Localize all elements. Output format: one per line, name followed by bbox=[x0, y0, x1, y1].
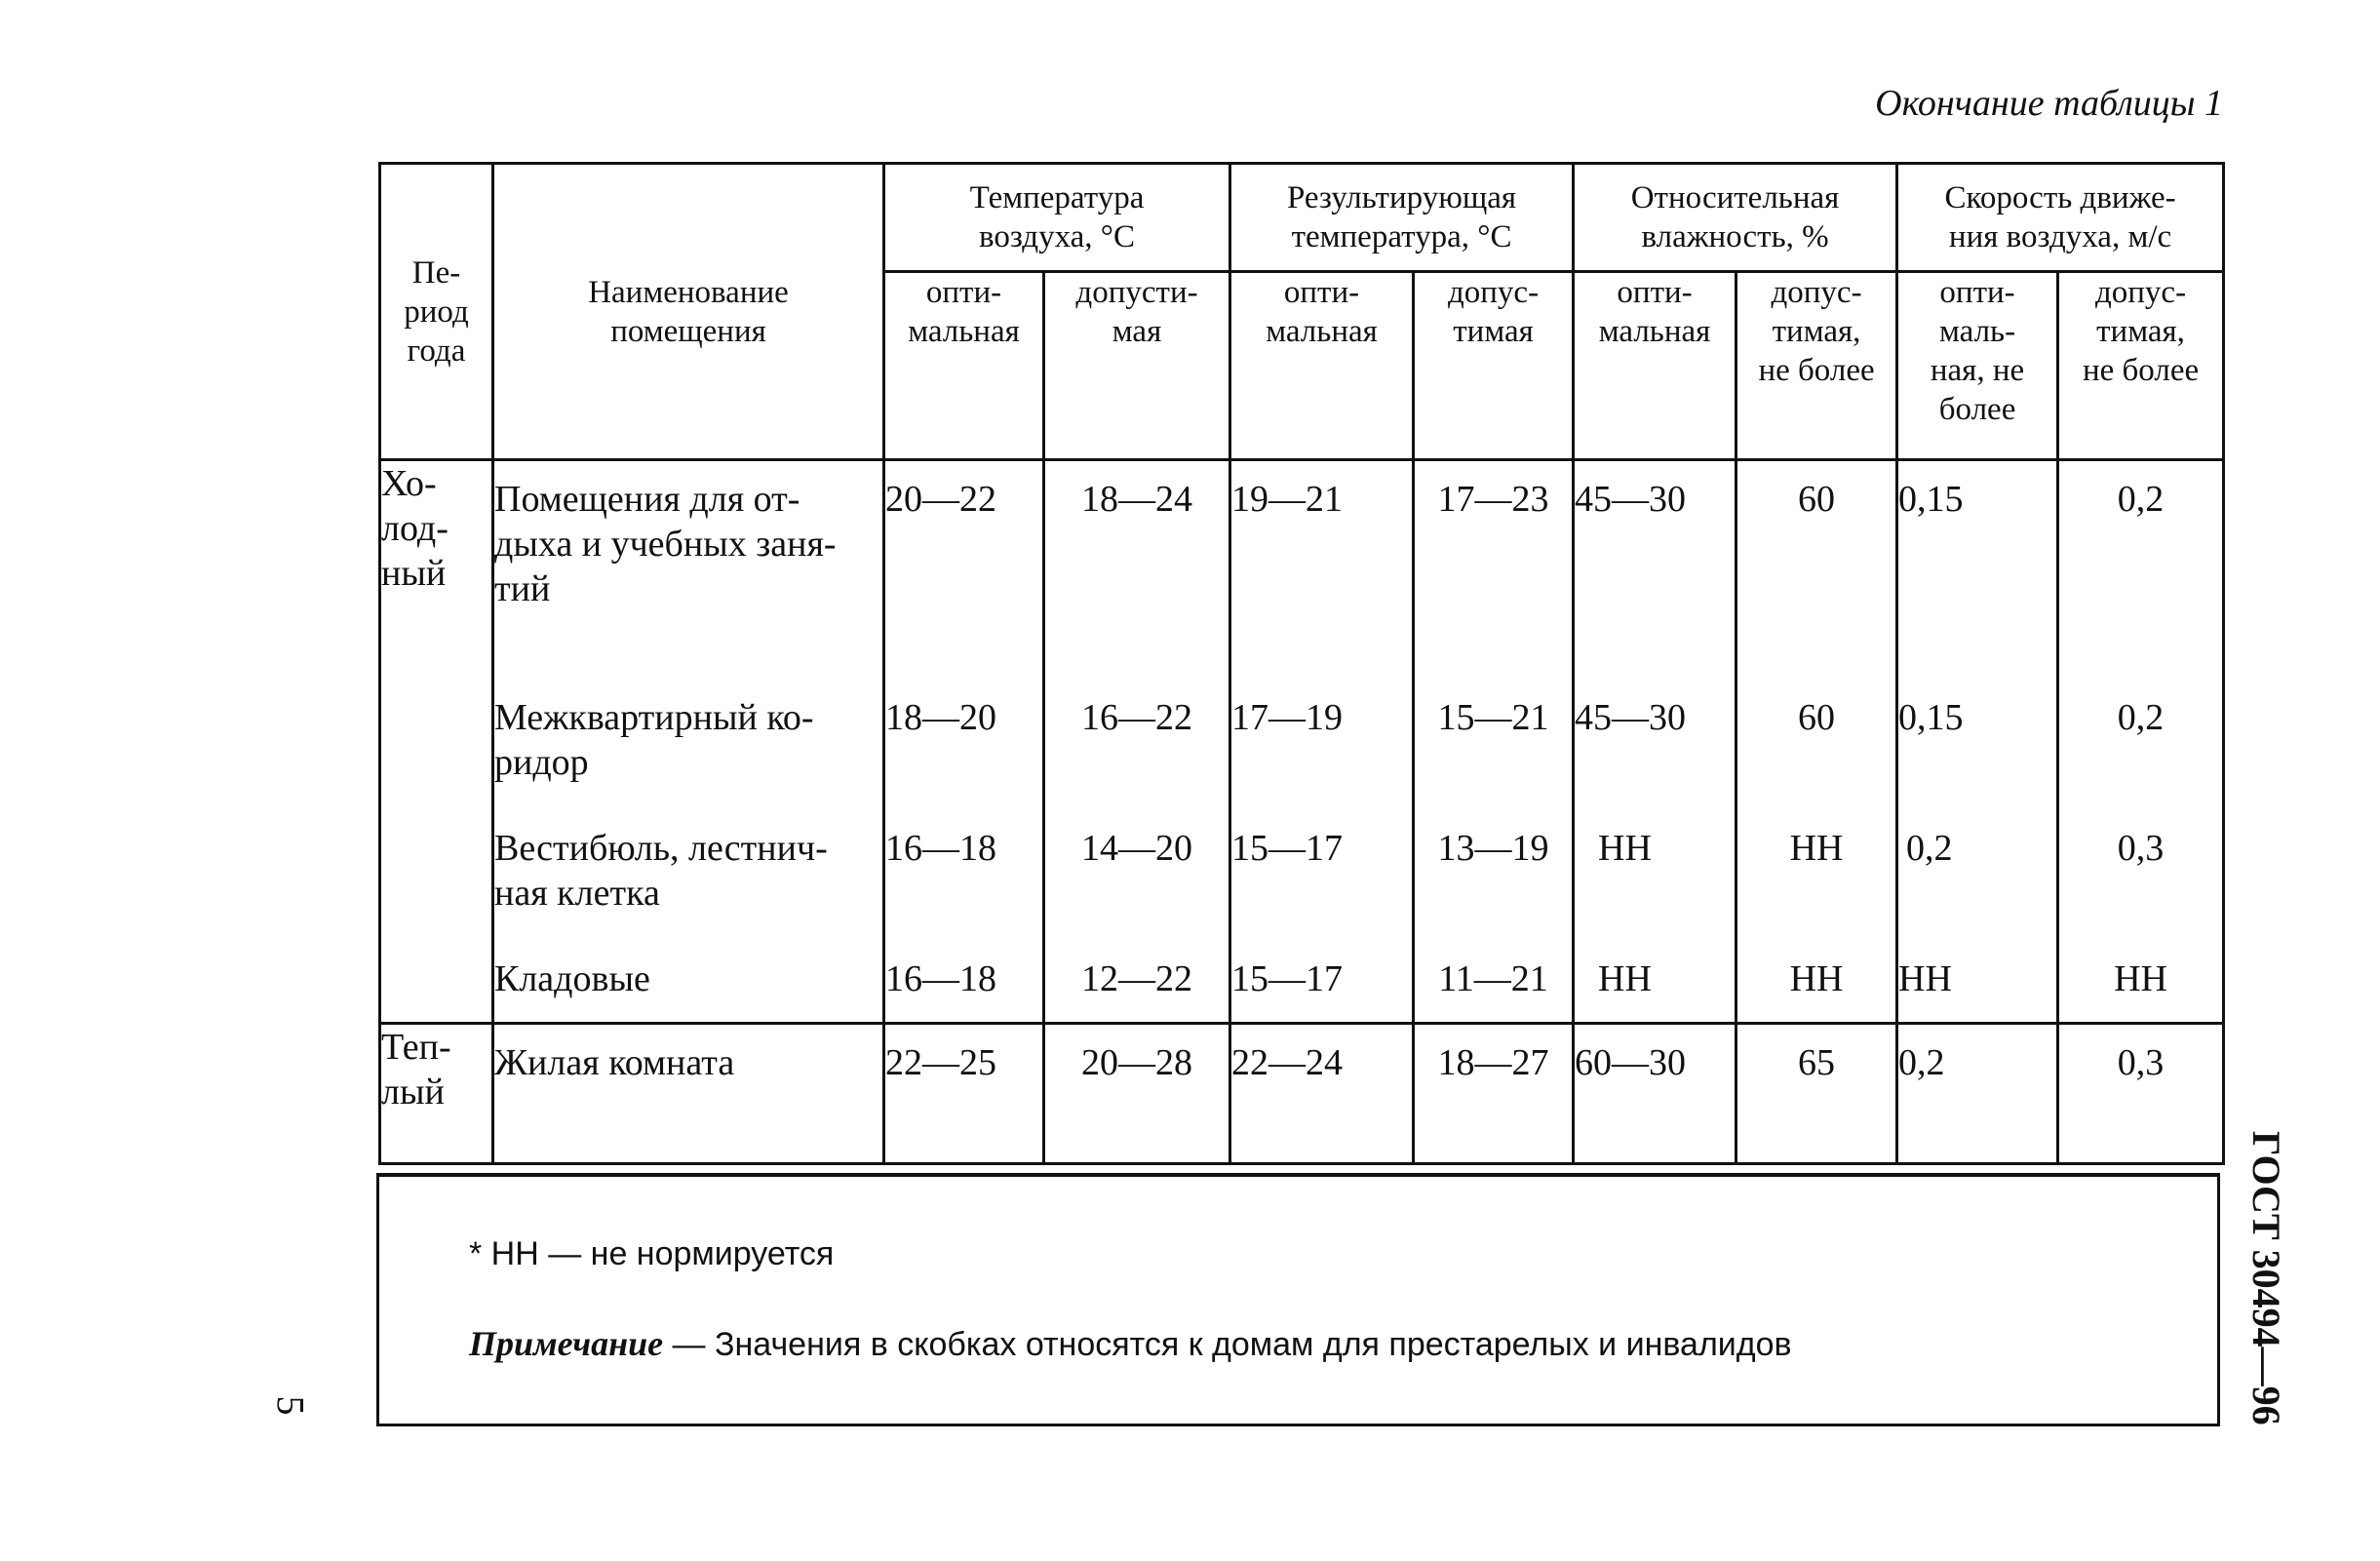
header-period: Пе- риод года bbox=[380, 164, 493, 460]
cell-value: 60 bbox=[1798, 479, 1836, 520]
cell-value: 15—17 bbox=[1231, 828, 1344, 869]
footer-notes bbox=[376, 1173, 2220, 1426]
cell-value: 16—18 bbox=[885, 958, 996, 999]
col-air-speed-optimal bbox=[1897, 460, 2058, 1024]
header-sub-permissible: допус- тимая bbox=[1414, 272, 1574, 460]
cell-value: 0,2 bbox=[1897, 1024, 2058, 1164]
cell-value: НН bbox=[1598, 828, 1652, 869]
room-name: Помещения для от- дыха и учебных заня- тий bbox=[494, 479, 837, 609]
header-relative-humidity: Относительная влажность, % bbox=[1574, 164, 1897, 272]
cell-value: 60—30 bbox=[1574, 1024, 1736, 1164]
cell-value: 20—28 bbox=[1044, 1024, 1230, 1164]
col-result-temp-permissible bbox=[1414, 460, 1574, 1024]
cell-value: 12—22 bbox=[1081, 958, 1192, 999]
period-cold: Хо- лод- ный bbox=[380, 460, 493, 1024]
col-result-temp-optimal bbox=[1230, 460, 1414, 1024]
cell-value: 18—27 bbox=[1414, 1024, 1574, 1164]
table-row-warm bbox=[380, 1024, 2224, 1164]
cell-value: НН bbox=[1789, 828, 1844, 869]
header-sub-permissible: допус- тимая, не более bbox=[2058, 272, 2224, 460]
page-number: 5 bbox=[268, 1395, 313, 1416]
header-sub-permissible: допусти- мая bbox=[1044, 272, 1230, 460]
cell-value: НН bbox=[2114, 958, 2167, 999]
cell-value: 60 bbox=[1798, 697, 1836, 738]
cell-value: 19—21 bbox=[1231, 479, 1344, 520]
cell-value: 45—30 bbox=[1575, 697, 1687, 738]
room-name: Межквартирный ко- ридор bbox=[494, 697, 814, 783]
remark bbox=[469, 1323, 1792, 1364]
header-row-groups bbox=[380, 164, 2224, 272]
header-sub-optimal: опти- мальная bbox=[1574, 272, 1736, 460]
table-caption: Окончание таблицы 1 bbox=[1875, 83, 2223, 124]
header-room-name: Наименование помещения bbox=[493, 164, 884, 460]
cell-value: 65 bbox=[1736, 1024, 1897, 1164]
room-names-cold bbox=[493, 460, 884, 1024]
header-sub-optimal: опти- маль- ная, не более bbox=[1897, 272, 2058, 460]
header-resulting-temperature: Результирующая температура, °С bbox=[1230, 164, 1574, 272]
cell-value: 0,3 bbox=[2117, 828, 2165, 869]
cell-value: НН bbox=[1598, 958, 1652, 999]
cell-value: 22—24 bbox=[1230, 1024, 1414, 1164]
cell-value: 20—22 bbox=[885, 479, 996, 520]
header-sub-permissible: допус- тимая, не более bbox=[1736, 272, 1897, 460]
cell-value: 16—18 bbox=[885, 828, 996, 869]
cell-value: 15—17 bbox=[1231, 958, 1344, 999]
cell-value: 18—24 bbox=[1081, 479, 1192, 520]
header-sub-optimal: опти- мальная bbox=[1230, 272, 1414, 460]
period-warm: Теп- лый bbox=[380, 1024, 493, 1164]
cell-value: НН bbox=[1789, 958, 1844, 999]
remark-label: Примечание bbox=[469, 1324, 664, 1363]
cell-value: 0,2 bbox=[1906, 828, 1953, 869]
room-name: Вестибюль, лестнич- ная клетка bbox=[494, 828, 828, 914]
room-name: Кладовые bbox=[494, 958, 650, 999]
cell-value: 17—23 bbox=[1437, 479, 1549, 520]
cell-value: 15—21 bbox=[1437, 697, 1549, 738]
room-name: Жилая комната bbox=[493, 1024, 884, 1164]
cell-value: 0,15 bbox=[1898, 479, 1964, 520]
cell-value: НН bbox=[1898, 958, 1952, 999]
cell-value: 13—19 bbox=[1437, 828, 1549, 869]
cell-value: 0,2 bbox=[2117, 697, 2165, 738]
cell-value: 0,15 bbox=[1898, 697, 1964, 738]
microclimate-table bbox=[378, 162, 2225, 1165]
cell-value: 16—22 bbox=[1081, 697, 1192, 738]
col-air-temp-optimal bbox=[884, 460, 1044, 1024]
cell-value: 14—20 bbox=[1081, 828, 1192, 869]
cell-value: 45—30 bbox=[1575, 479, 1687, 520]
cell-value: 11—21 bbox=[1438, 958, 1548, 999]
col-air-speed-permissible bbox=[2058, 460, 2224, 1024]
cell-value: 0,2 bbox=[2117, 479, 2165, 520]
col-humidity-optimal bbox=[1574, 460, 1736, 1024]
table-row-cold bbox=[380, 460, 2224, 1024]
col-air-temp-permissible bbox=[1044, 460, 1230, 1024]
cell-value: 18—20 bbox=[885, 697, 996, 738]
col-humidity-permissible bbox=[1736, 460, 1897, 1024]
standard-number: ГОСТ 30494—96 bbox=[2244, 1131, 2288, 1425]
header-air-speed: Скорость движе- ния воздуха, м/с bbox=[1897, 164, 2224, 272]
cell-value: 0,3 bbox=[2058, 1024, 2224, 1164]
remark-text: — Значения в скобках относятся к домам для престарелых и инвалидов bbox=[663, 1326, 1792, 1363]
footnote-nn: * НН — не нормируется bbox=[469, 1235, 835, 1272]
header-air-temperature: Температура воздуха, °С bbox=[884, 164, 1230, 272]
header-sub-optimal: опти- мальная bbox=[884, 272, 1044, 460]
cell-value: 22—25 bbox=[884, 1024, 1044, 1164]
cell-value: 17—19 bbox=[1231, 697, 1344, 738]
